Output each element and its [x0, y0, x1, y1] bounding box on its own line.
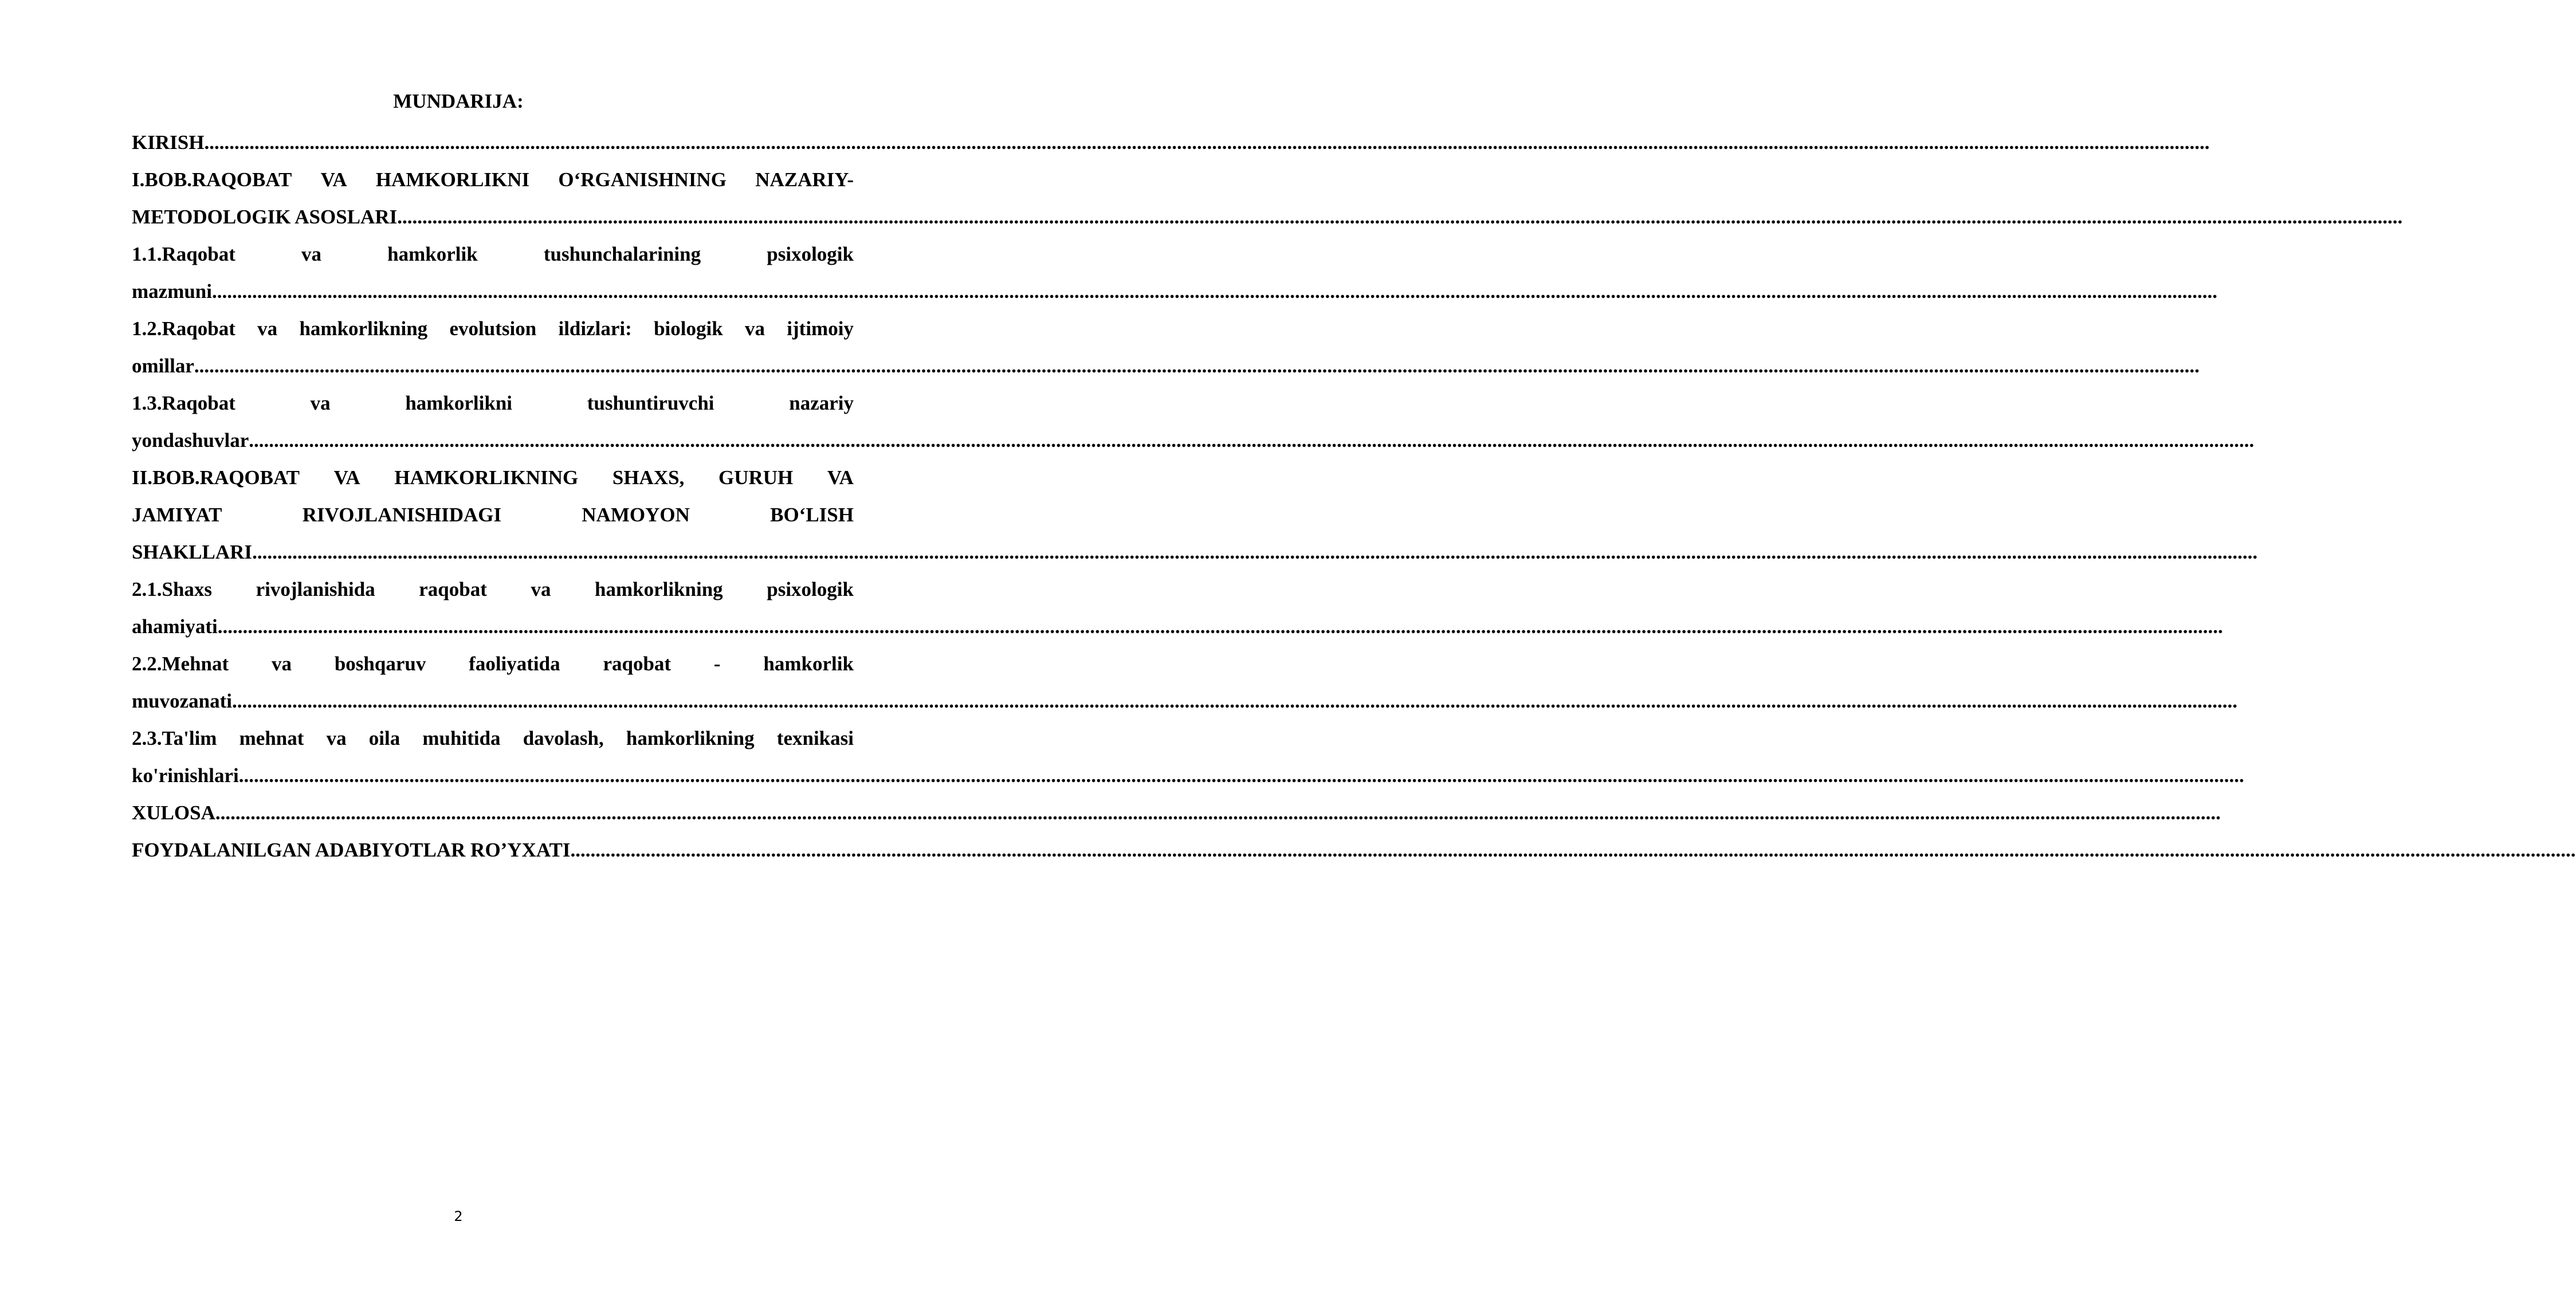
toc-dot-leader: ................................................................................................................................................................................................................................................................................................................................................................................................................ — [212, 280, 2217, 303]
table-of-contents — [132, 124, 2576, 869]
toc-entry-line — [132, 496, 854, 533]
toc-entry-chapter-1[interactable] — [132, 161, 2403, 235]
toc-dot-leader: ................................................................................................................................................................................................................................................................................................................................................................................................................ — [215, 802, 2221, 824]
toc-entry-line — [132, 198, 2403, 235]
toc-word: hamkorlikni — [405, 392, 513, 414]
toc-word: hamkorlikning — [594, 578, 723, 600]
toc-dot-leader: ................................................................................................................................................................................................................................................................................................................................................................................................................ — [570, 839, 2576, 861]
toc-entry-label: yondashuvlar — [132, 429, 249, 451]
toc-word: raqobat — [603, 653, 672, 675]
toc-word: I.BOB.RAQOBAT — [132, 168, 292, 191]
toc-word: 1.1.Raqobat — [132, 243, 235, 265]
toc-entry-label: KIRISH — [132, 131, 205, 154]
toc-entry-line — [132, 608, 2223, 645]
toc-title: MUNDARIJA: — [393, 90, 524, 112]
toc-word: tushuntiruvchi — [587, 392, 714, 414]
toc-word: va — [310, 392, 331, 414]
toc-entry-line — [132, 347, 2200, 384]
toc-entry-line — [132, 720, 854, 757]
toc-entry-label: muvozanati — [132, 690, 232, 712]
toc-dot-leader: ................................................................................................................................................................................................................................................................................................................................................................................................................ — [194, 355, 2200, 377]
toc-entry-line — [132, 831, 2576, 869]
toc-entry-line — [132, 645, 854, 682]
toc-entry-line — [132, 571, 854, 608]
toc-entry-line — [132, 682, 2237, 720]
toc-word: hamkorlikning — [626, 727, 755, 749]
toc-word: muhitida — [422, 727, 501, 749]
toc-word: hamkorlik — [763, 653, 854, 675]
toc-entry-section-2-1[interactable] — [132, 571, 2223, 645]
toc-entry-label: METODOLOGIK ASOSLARI — [132, 206, 398, 228]
toc-word: GURUH — [718, 466, 794, 489]
toc-entry-line — [132, 161, 854, 198]
toc-entry-label: ahamiyati — [132, 615, 218, 638]
toc-word: HAMKORLIKNING — [394, 466, 579, 489]
toc-dot-leader: ................................................................................................................................................................................................................................................................................................................................................................................................................ — [204, 131, 2210, 154]
toc-entry-label: omillar — [132, 355, 194, 377]
toc-word: evolutsion — [449, 317, 537, 340]
toc-entry-xulosa[interactable] — [132, 794, 2221, 831]
toc-word: va — [271, 653, 292, 675]
toc-word: hamkorlikning — [299, 317, 428, 340]
toc-word: tushunchalarining — [543, 243, 701, 265]
toc-word: biologik — [654, 317, 723, 340]
toc-word: 2.1.Shaxs — [132, 578, 213, 600]
toc-entry-line — [132, 459, 854, 496]
toc-word: hamkorlik — [387, 243, 478, 265]
toc-word: psixologik — [767, 243, 854, 265]
toc-entry-section-1-1[interactable] — [132, 235, 2217, 310]
toc-word: JAMIYAT — [132, 504, 222, 526]
toc-word: - — [713, 653, 721, 675]
toc-entry-kirish[interactable] — [132, 124, 2210, 161]
toc-word: texnikasi — [776, 727, 854, 749]
toc-entry-section-1-2[interactable] — [132, 310, 2200, 384]
toc-word: mehnat — [239, 727, 304, 749]
page-number: 2 — [454, 1208, 463, 1224]
toc-word: boshqaruv — [334, 653, 426, 675]
toc-word: O‘RGANISHNING — [558, 168, 727, 191]
toc-word: 1.2.Raqobat — [132, 317, 235, 340]
toc-entry-line — [132, 422, 2255, 459]
toc-entry-line — [132, 757, 2244, 794]
toc-word: HAMKORLIKNI — [375, 168, 530, 191]
toc-dot-leader: ................................................................................................................................................................................................................................................................................................................................................................................................................ — [252, 541, 2258, 563]
toc-word: RIVOJLANISHIDAGI — [302, 504, 502, 526]
toc-entry-label: FOYDALANILGAN ADABIYOTLAR RO’YXATI — [132, 839, 571, 861]
toc-dot-leader: ................................................................................................................................................................................................................................................................................................................................................................................................................ — [249, 429, 2255, 451]
toc-word: oila — [368, 727, 400, 749]
toc-word: va — [531, 578, 551, 600]
toc-dot-leader: ................................................................................................................................................................................................................................................................................................................................................................................................................ — [397, 206, 2403, 228]
toc-entry-line — [132, 124, 2210, 161]
toc-word: BO‘LISH — [770, 504, 854, 526]
toc-word: nazariy — [789, 392, 854, 414]
toc-word: psixologik — [767, 578, 854, 600]
toc-dot-leader: ................................................................................................................................................................................................................................................................................................................................................................................................................ — [232, 690, 2237, 712]
toc-entry-line — [132, 273, 2217, 310]
toc-word: NAMOYON — [582, 504, 690, 526]
toc-word: rivojlanishida — [256, 578, 375, 600]
toc-word: faoliyatida — [469, 653, 560, 675]
toc-word: ijtimoiy — [787, 317, 854, 340]
toc-dot-leader: ................................................................................................................................................................................................................................................................................................................................................................................................................ — [238, 764, 2244, 787]
toc-word: SHAXS, — [612, 466, 685, 489]
toc-entry-line — [132, 384, 854, 422]
toc-entry-chapter-2[interactable] — [132, 459, 2258, 571]
toc-word: davolash, — [523, 727, 604, 749]
toc-word: VA — [333, 466, 360, 489]
toc-entry-references[interactable] — [132, 831, 2576, 869]
toc-entry-label: SHAKLLARI — [132, 541, 253, 563]
toc-word: ildizlari: — [558, 317, 632, 340]
toc-word: va — [744, 317, 765, 340]
toc-entry-section-2-3[interactable] — [132, 720, 2244, 794]
toc-word: 2.2.Mehnat — [132, 653, 229, 675]
toc-word: raqobat — [419, 578, 487, 600]
toc-word: va — [301, 243, 322, 265]
toc-word: 1.3.Raqobat — [132, 392, 235, 414]
toc-dot-leader: ................................................................................................................................................................................................................................................................................................................................................................................................................ — [217, 615, 2223, 638]
toc-word: VA — [320, 168, 347, 191]
toc-word: 2.3.Ta'lim — [132, 727, 217, 749]
toc-word: II.BOB.RAQOBAT — [132, 466, 300, 489]
toc-entry-line — [132, 310, 854, 347]
toc-entry-label: ko'rinishlari — [132, 764, 239, 787]
toc-entry-line — [132, 533, 2258, 571]
toc-word: VA — [827, 466, 854, 489]
toc-word: NAZARIY- — [755, 168, 854, 191]
toc-entry-line — [132, 235, 854, 273]
toc-entry-label: mazmuni — [132, 280, 212, 303]
toc-word: va — [326, 727, 347, 749]
toc-entry-section-2-2[interactable] — [132, 645, 2237, 720]
toc-entry-line — [132, 794, 2221, 831]
toc-entry-label: XULOSA — [132, 802, 215, 824]
toc-entry-section-1-3[interactable] — [132, 384, 2255, 459]
toc-word: va — [257, 317, 278, 340]
